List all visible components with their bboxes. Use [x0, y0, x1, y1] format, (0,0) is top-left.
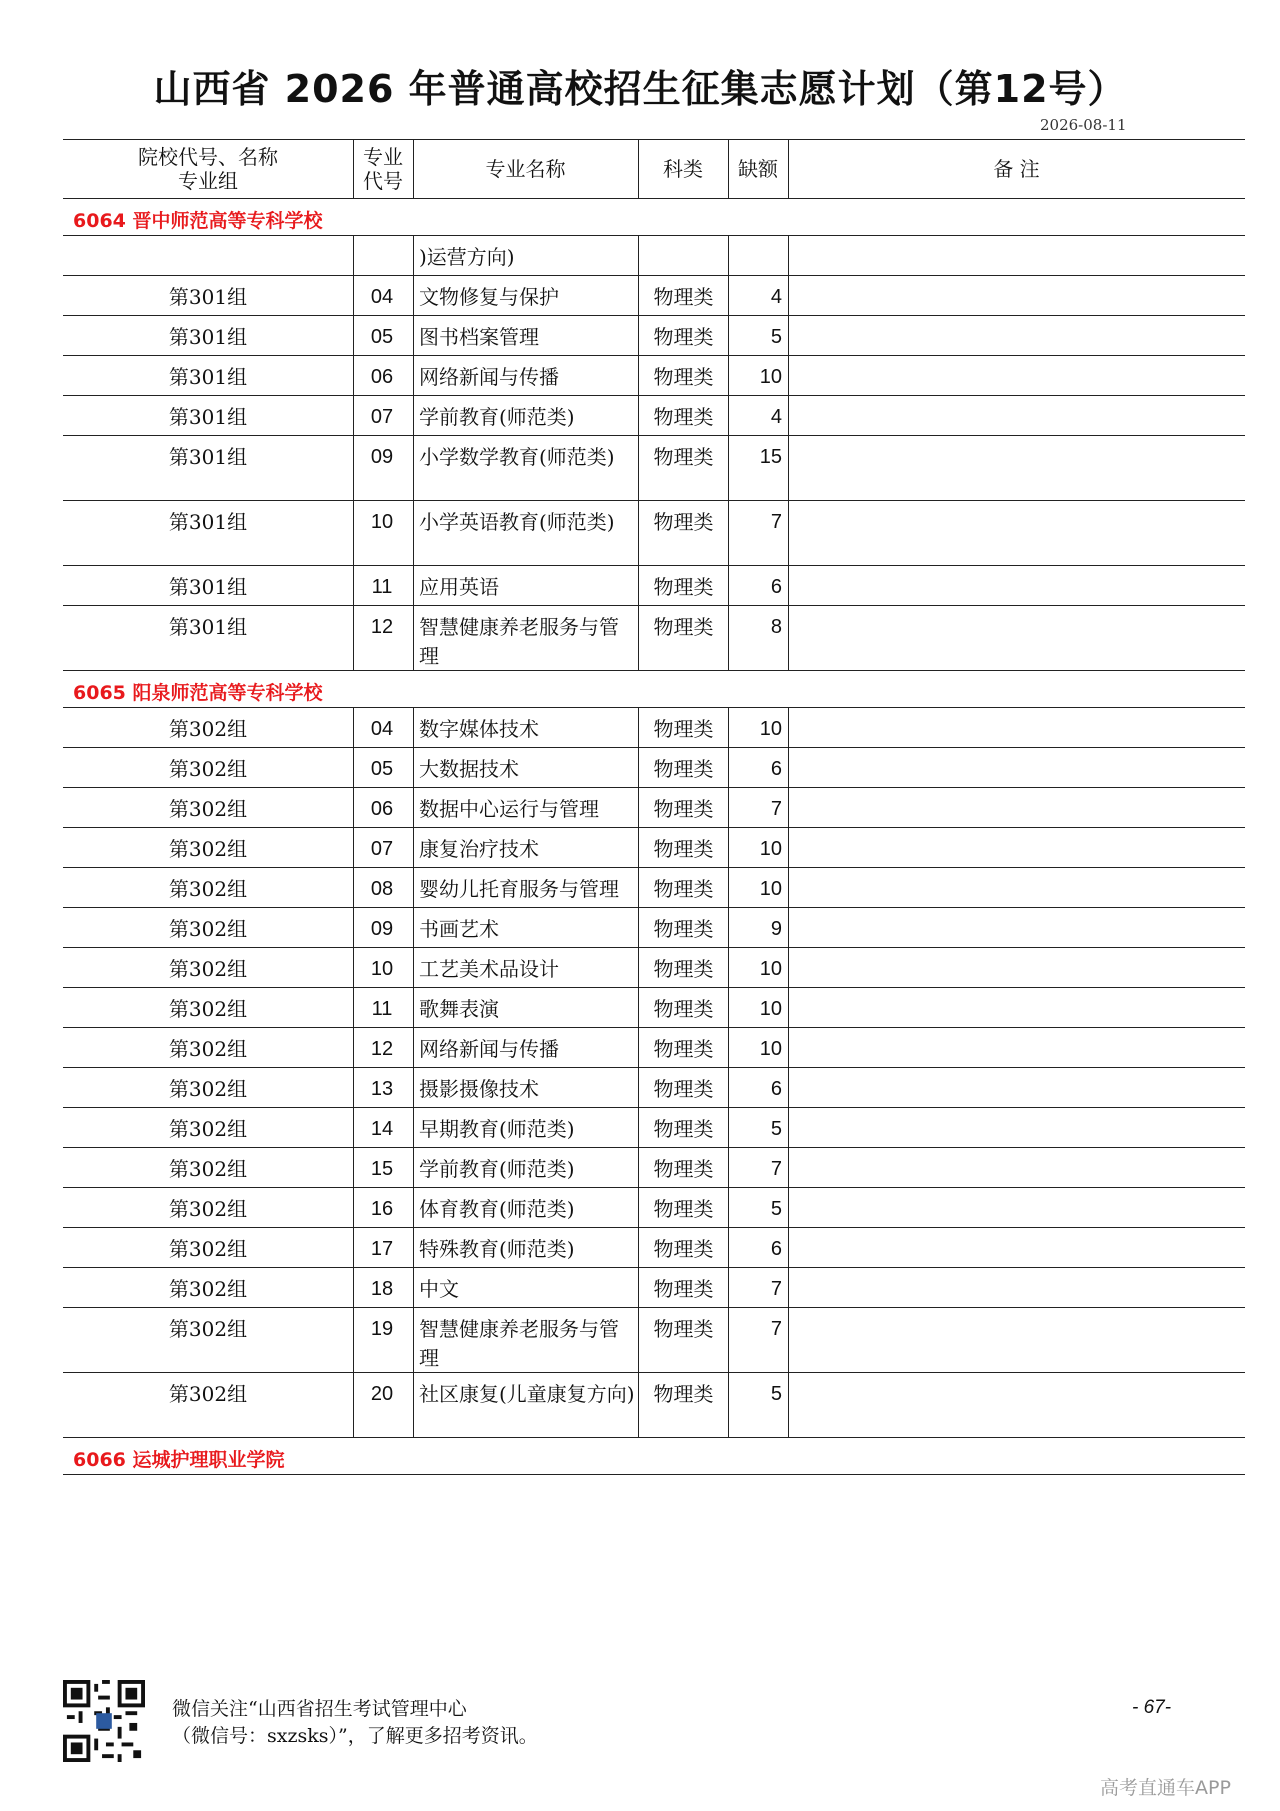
cell-quota: 10 — [759, 838, 782, 860]
cell-major-code: 15 — [370, 1158, 394, 1180]
cell-category: 物理类 — [653, 1117, 714, 1141]
cell-major-name: 智慧健康养老服务与管理 — [419, 615, 619, 668]
table-row — [63, 276, 1245, 316]
cell-group: 第301组 — [168, 510, 248, 534]
cell-major-code: 08 — [370, 878, 394, 900]
cell-major-code: 12 — [370, 616, 394, 638]
cell-major-code: 05 — [370, 758, 394, 780]
table-row — [63, 1108, 1245, 1148]
school-header — [63, 199, 1245, 236]
cell-major-name: 早期教育(师范类) — [419, 1117, 575, 1141]
cell-category: 物理类 — [653, 1382, 714, 1406]
table-row — [63, 1068, 1245, 1108]
cell-note — [789, 1373, 1239, 1380]
table-row — [63, 1228, 1245, 1268]
footer-line-1: 微信关注“山西省招生考试管理中心 — [172, 1698, 467, 1720]
cell-quota: 10 — [759, 878, 782, 900]
cell-quota: 7 — [770, 511, 782, 533]
cell-category: 物理类 — [653, 757, 714, 781]
table-row — [63, 748, 1245, 788]
cell-note — [789, 908, 1239, 915]
cell-major-name: 文物修复与保护 — [419, 285, 559, 309]
cell-note — [789, 948, 1239, 955]
page-number: - 67- — [1132, 1697, 1172, 1718]
table-row — [63, 1308, 1245, 1373]
table-row — [63, 948, 1245, 988]
cell-note — [789, 276, 1239, 283]
cell-major-name: 摄影摄像技术 — [419, 1077, 539, 1101]
cell-category: 物理类 — [653, 1277, 714, 1301]
table-row — [63, 1028, 1245, 1068]
cell-major-name: 数据中心运行与管理 — [419, 797, 599, 821]
cell-quota: 7 — [770, 1278, 782, 1300]
cell-quota: 6 — [770, 1078, 782, 1100]
cell-major-name: 小学数学教育(师范类) — [419, 445, 615, 469]
header-major-name: 专业名称 — [485, 157, 566, 181]
cell-category: 物理类 — [653, 325, 714, 349]
header-note: 备 注 — [993, 157, 1040, 181]
footer-line-2: （微信号：sxzsks）”，了解更多招考资讯。 — [172, 1725, 538, 1747]
cell-group: 第302组 — [168, 1157, 248, 1181]
cell-category: 物理类 — [653, 877, 714, 901]
cell-group: 第302组 — [168, 1237, 248, 1261]
cell-quota: 6 — [770, 576, 782, 598]
cell-major-code: 07 — [370, 406, 394, 428]
cell-note — [789, 1148, 1239, 1155]
table-row — [63, 316, 1245, 356]
cell-major-name: 学前教育(师范类) — [419, 1157, 575, 1181]
cell-major-name: 婴幼儿托育服务与管理 — [419, 877, 619, 901]
cell-category: 物理类 — [653, 1077, 714, 1101]
cell-note — [789, 501, 1239, 508]
header-category: 科类 — [663, 157, 703, 181]
cell-major-name: )运营方向) — [419, 245, 515, 269]
cell-group: 第302组 — [168, 797, 248, 821]
cell-category: 物理类 — [653, 1197, 714, 1221]
cell-note — [789, 356, 1239, 363]
cell-quota: 10 — [759, 718, 782, 740]
cell-group: 第302组 — [168, 717, 248, 741]
cell-quota: 9 — [770, 918, 782, 940]
cell-quota: 7 — [770, 798, 782, 820]
cell-category: 物理类 — [653, 445, 714, 469]
table-row — [63, 828, 1245, 868]
cell-category: 物理类 — [653, 837, 714, 861]
header-major-code: 专业 代号 — [363, 145, 403, 193]
table-row — [63, 566, 1245, 606]
table-row — [63, 788, 1245, 828]
cell-note — [789, 1268, 1239, 1275]
table-row — [63, 501, 1245, 566]
cell-category: 物理类 — [653, 997, 714, 1021]
cell-note — [789, 748, 1239, 755]
cell-major-code: 11 — [371, 998, 393, 1020]
cell-major-code: 12 — [370, 1038, 394, 1060]
cell-note — [789, 828, 1239, 835]
table-row — [63, 436, 1245, 501]
cell-major-code: 07 — [370, 838, 394, 860]
cell-note — [789, 566, 1239, 573]
cell-group: 第301组 — [168, 365, 248, 389]
cell-major-name: 网络新闻与传播 — [419, 1037, 559, 1061]
cell-major-code: 20 — [370, 1383, 394, 1405]
cell-major-name: 大数据技术 — [419, 757, 519, 781]
header-quota: 缺额 — [738, 157, 778, 181]
cell-note — [789, 868, 1239, 875]
cell-major-code: 13 — [370, 1078, 394, 1100]
cell-group — [63, 236, 353, 243]
cell-major-code: 09 — [370, 918, 394, 940]
school-header — [63, 1438, 1245, 1475]
cell-category: 物理类 — [653, 1157, 714, 1181]
cell-category: 物理类 — [653, 917, 714, 941]
cell-major-name: 学前教育(师范类) — [419, 405, 575, 429]
cell-major-name: 特殊教育(师范类) — [419, 1237, 575, 1261]
cell-category: 物理类 — [653, 1037, 714, 1061]
cell-group: 第302组 — [168, 1197, 248, 1221]
cell-major-name: 体育教育(师范类) — [419, 1197, 575, 1221]
cell-category — [641, 236, 726, 243]
school-name: 6066 运城护理职业学院 — [73, 1449, 285, 1471]
cell-group: 第301组 — [168, 325, 248, 349]
school-header — [63, 671, 1245, 708]
cell-group: 第301组 — [168, 615, 248, 639]
cell-major-code: 04 — [370, 286, 394, 308]
cell-major-code: 06 — [370, 798, 394, 820]
cell-quota: 10 — [759, 366, 782, 388]
cell-group: 第302组 — [168, 1117, 248, 1141]
cell-group: 第302组 — [168, 1077, 248, 1101]
cell-quota: 4 — [770, 286, 782, 308]
cell-major-code: 18 — [370, 1278, 394, 1300]
cell-category: 物理类 — [653, 615, 714, 639]
qr-code-icon — [63, 1680, 145, 1762]
cell-major-name: 应用英语 — [419, 575, 499, 599]
cell-note — [789, 1108, 1239, 1115]
table-row — [63, 356, 1245, 396]
cell-note — [789, 316, 1239, 323]
table-row — [63, 1268, 1245, 1308]
table-row — [63, 1373, 1245, 1438]
table-row — [63, 1148, 1245, 1188]
cell-quota: 10 — [759, 998, 782, 1020]
cell-group: 第302组 — [168, 1037, 248, 1061]
school-name: 6064 晋中师范高等专科学校 — [73, 210, 323, 232]
cell-major-name: 社区康复(儿童康复方向) — [419, 1382, 635, 1406]
footer-notice — [172, 1696, 538, 1750]
cell-note — [789, 606, 1239, 613]
cell-major-code: 05 — [370, 326, 394, 348]
cell-group: 第301组 — [168, 445, 248, 469]
cell-major-code: 17 — [370, 1238, 394, 1260]
cell-category: 物理类 — [653, 405, 714, 429]
cell-group: 第302组 — [168, 877, 248, 901]
cell-major-code: 14 — [370, 1118, 394, 1140]
cell-note — [789, 788, 1239, 795]
cell-quota: 6 — [770, 1238, 782, 1260]
table-row — [63, 236, 1245, 276]
cell-quota: 8 — [770, 616, 782, 638]
cell-category: 物理类 — [653, 957, 714, 981]
cell-note — [789, 988, 1239, 995]
cell-note — [789, 396, 1239, 403]
cell-group: 第301组 — [168, 575, 248, 599]
cell-note — [789, 1068, 1239, 1075]
cell-quota: 5 — [770, 1118, 782, 1140]
table-row — [63, 1188, 1245, 1228]
cell-category: 物理类 — [653, 797, 714, 821]
cell-note — [789, 1308, 1239, 1315]
table-header — [63, 139, 1245, 199]
cell-major-code: 04 — [370, 718, 394, 740]
cell-group: 第302组 — [168, 917, 248, 941]
cell-group: 第302组 — [168, 757, 248, 781]
cell-major-name: 康复治疗技术 — [419, 837, 539, 861]
cell-major-code: 16 — [370, 1198, 394, 1220]
cell-note — [789, 1188, 1239, 1195]
cell-major-code: 10 — [370, 511, 394, 533]
cell-major-name: 网络新闻与传播 — [419, 365, 559, 389]
cell-category: 物理类 — [653, 717, 714, 741]
cell-quota: 7 — [770, 1158, 782, 1180]
header-school-group: 院校代号、名称 专业组 — [138, 145, 278, 193]
cell-group: 第302组 — [168, 1382, 248, 1406]
cell-major-code: 10 — [370, 958, 394, 980]
cell-quota: 5 — [770, 1383, 782, 1405]
cell-category: 物理类 — [653, 1317, 714, 1341]
cell-note — [789, 708, 1239, 715]
table-row — [63, 988, 1245, 1028]
watermark: 高考直通车APP — [1100, 1777, 1231, 1799]
cell-quota: 4 — [770, 406, 782, 428]
cell-major-code: 09 — [370, 446, 394, 468]
table-row — [63, 396, 1245, 436]
cell-category: 物理类 — [653, 510, 714, 534]
cell-group: 第302组 — [168, 1277, 248, 1301]
cell-group: 第302组 — [168, 1317, 248, 1341]
cell-quota: 10 — [759, 958, 782, 980]
table-row — [63, 606, 1245, 671]
table-body — [63, 199, 1245, 1475]
cell-group: 第302组 — [168, 957, 248, 981]
cell-quota: 15 — [759, 446, 782, 468]
plan-table — [63, 139, 1245, 1475]
table-row — [63, 868, 1245, 908]
cell-quota: 10 — [759, 1038, 782, 1060]
cell-major-code: 06 — [370, 366, 394, 388]
cell-quota: 6 — [770, 758, 782, 780]
cell-group: 第301组 — [168, 285, 248, 309]
cell-category: 物理类 — [653, 1237, 714, 1261]
table-row — [63, 708, 1245, 748]
cell-note — [789, 436, 1239, 443]
cell-major-name: 智慧健康养老服务与管理 — [419, 1317, 619, 1370]
cell-major-code: 19 — [370, 1318, 394, 1340]
cell-note — [789, 1028, 1239, 1035]
cell-major-code — [353, 236, 411, 243]
cell-category: 物理类 — [653, 365, 714, 389]
cell-note — [789, 1228, 1239, 1235]
cell-quota: 5 — [770, 326, 782, 348]
cell-major-code: 11 — [371, 576, 393, 598]
cell-major-name: 数字媒体技术 — [419, 717, 539, 741]
cell-major-name: 工艺美术品设计 — [419, 957, 559, 981]
cell-note — [789, 236, 1239, 243]
cell-category: 物理类 — [653, 575, 714, 599]
cell-quota: 7 — [770, 1318, 782, 1340]
cell-major-name: 图书档案管理 — [419, 325, 539, 349]
cell-group: 第302组 — [168, 837, 248, 861]
cell-major-name: 书画艺术 — [419, 917, 499, 941]
issue-date: 2026-08-11 — [1040, 116, 1127, 134]
page-title: 山西省 2026 年普通高校招生征集志愿计划（第12号） — [153, 67, 1127, 111]
cell-group: 第302组 — [168, 997, 248, 1021]
cell-major-name: 小学英语教育(师范类) — [419, 510, 615, 534]
cell-quota — [726, 236, 782, 243]
cell-quota: 5 — [770, 1198, 782, 1220]
cell-category: 物理类 — [653, 285, 714, 309]
cell-major-name: 中文 — [419, 1277, 459, 1301]
cell-group: 第301组 — [168, 405, 248, 429]
table-row — [63, 908, 1245, 948]
school-name: 6065 阳泉师范高等专科学校 — [73, 682, 323, 704]
cell-major-name: 歌舞表演 — [419, 997, 499, 1021]
